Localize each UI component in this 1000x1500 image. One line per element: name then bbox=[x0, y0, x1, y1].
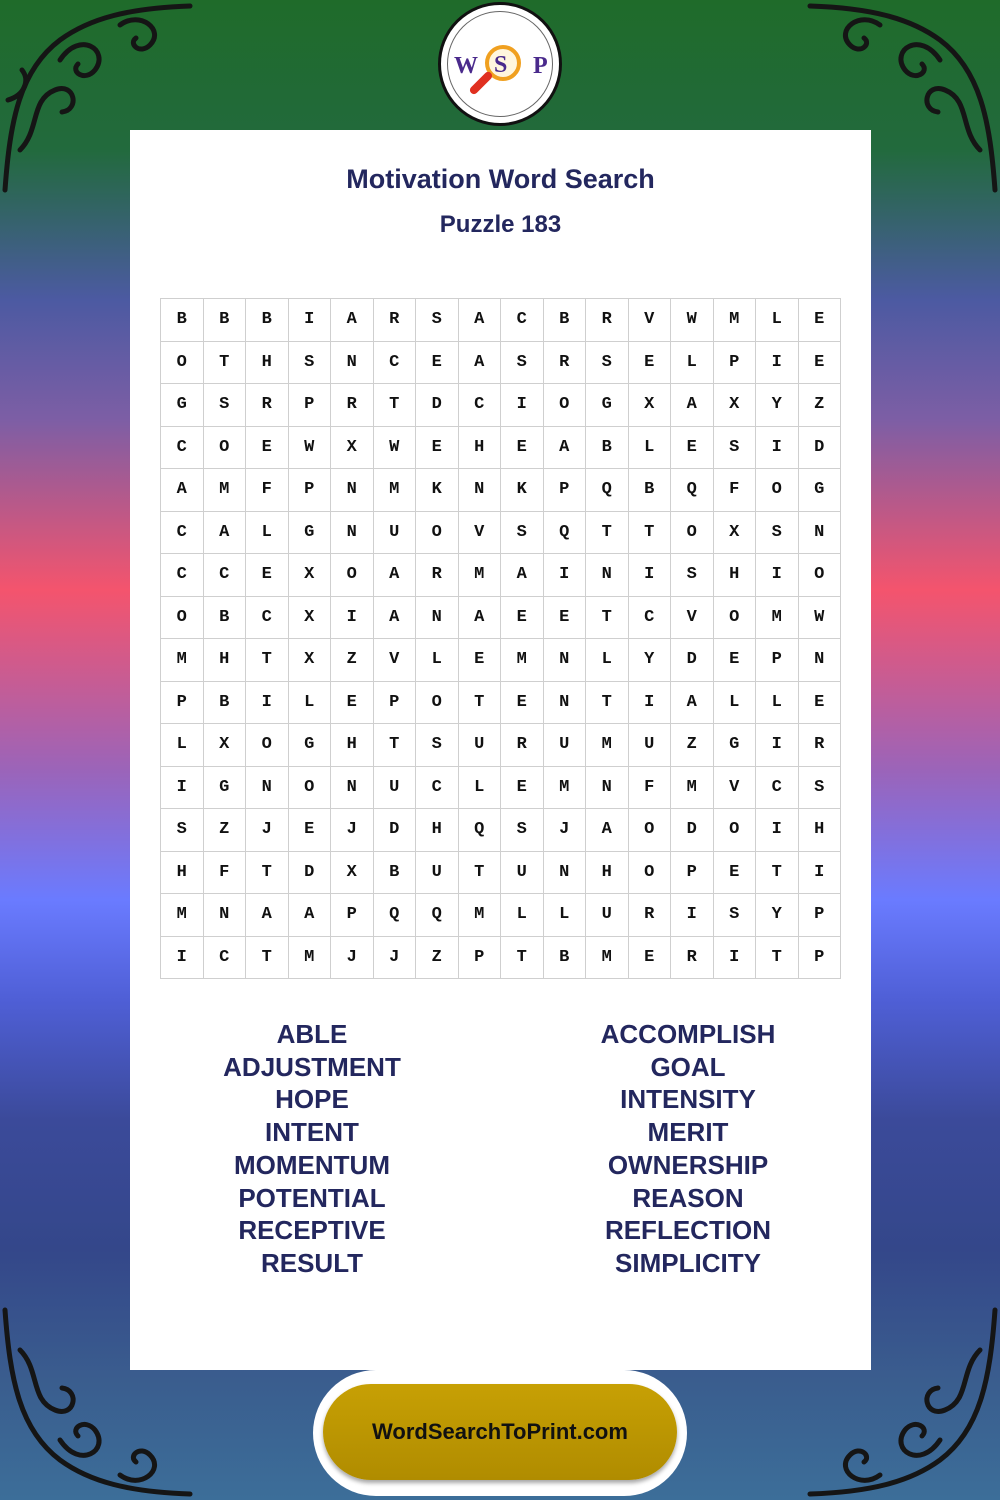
grid-cell[interactable]: E bbox=[416, 427, 459, 470]
grid-cell[interactable]: T bbox=[629, 512, 672, 555]
grid-cell[interactable]: E bbox=[289, 809, 332, 852]
grid-cell[interactable]: N bbox=[544, 639, 587, 682]
grid-cell[interactable]: P bbox=[799, 894, 842, 937]
grid-cell[interactable]: N bbox=[331, 512, 374, 555]
word-list-item: REASON bbox=[632, 1182, 744, 1213]
grid-cell[interactable]: Q bbox=[459, 809, 502, 852]
grid-cell[interactable]: D bbox=[374, 809, 417, 852]
grid-cell[interactable]: D bbox=[416, 384, 459, 427]
grid-cell[interactable]: T bbox=[246, 937, 289, 980]
grid-cell[interactable]: S bbox=[501, 512, 544, 555]
grid-cell[interactable]: C bbox=[246, 597, 289, 640]
word-list-item: SIMPLICITY bbox=[615, 1247, 761, 1278]
grid-cell[interactable]: U bbox=[586, 894, 629, 937]
grid-cell[interactable]: J bbox=[544, 809, 587, 852]
word-list-item: HOPE bbox=[275, 1084, 349, 1115]
grid-cell[interactable]: P bbox=[799, 937, 842, 980]
word-list-left bbox=[162, 1018, 462, 1280]
grid-cell[interactable]: L bbox=[586, 639, 629, 682]
grid-cell[interactable]: X bbox=[331, 852, 374, 895]
grid-cell[interactable]: N bbox=[331, 469, 374, 512]
grid-cell[interactable]: P bbox=[714, 342, 757, 385]
grid-cell[interactable]: A bbox=[459, 342, 502, 385]
grid-cell[interactable]: X bbox=[714, 384, 757, 427]
grid-cell[interactable]: E bbox=[799, 342, 842, 385]
grid-cell[interactable]: B bbox=[204, 597, 247, 640]
grid-cell[interactable]: V bbox=[671, 597, 714, 640]
grid-cell[interactable]: P bbox=[671, 852, 714, 895]
word-list-item: MOMENTUM bbox=[234, 1149, 390, 1180]
grid-cell[interactable]: P bbox=[756, 639, 799, 682]
grid-cell[interactable]: N bbox=[246, 767, 289, 810]
grid-cell[interactable]: E bbox=[459, 639, 502, 682]
word-list-item: ADJUSTMENT bbox=[223, 1051, 401, 1082]
word-list-item: ABLE bbox=[276, 1019, 348, 1049]
grid-cell[interactable]: L bbox=[756, 299, 799, 342]
grid-cell[interactable]: T bbox=[756, 852, 799, 895]
grid-cell[interactable]: C bbox=[161, 427, 204, 470]
grid-cell[interactable]: S bbox=[671, 554, 714, 597]
grid-cell[interactable]: X bbox=[204, 724, 247, 767]
grid-cell[interactable]: M bbox=[714, 299, 757, 342]
grid-cell[interactable]: M bbox=[161, 639, 204, 682]
grid-cell[interactable]: A bbox=[459, 299, 502, 342]
grid-cell[interactable]: O bbox=[714, 809, 757, 852]
grid-cell[interactable]: N bbox=[799, 512, 842, 555]
grid-cell[interactable]: E bbox=[629, 937, 672, 980]
grid-cell[interactable]: Z bbox=[204, 809, 247, 852]
grid-cell[interactable]: B bbox=[204, 682, 247, 725]
grid-cell[interactable]: N bbox=[586, 767, 629, 810]
grid-cell[interactable]: G bbox=[289, 724, 332, 767]
grid-cell[interactable]: J bbox=[331, 937, 374, 980]
grid-cell[interactable]: I bbox=[161, 937, 204, 980]
grid-cell[interactable]: O bbox=[161, 342, 204, 385]
grid-cell[interactable]: O bbox=[544, 384, 587, 427]
grid-cell[interactable]: A bbox=[671, 384, 714, 427]
grid-cell[interactable]: H bbox=[246, 342, 289, 385]
grid-cell[interactable]: R bbox=[671, 937, 714, 980]
grid-cell[interactable]: M bbox=[459, 554, 502, 597]
grid-cell[interactable]: P bbox=[289, 384, 332, 427]
grid-cell[interactable]: U bbox=[501, 852, 544, 895]
word-list-item: INTENSITY bbox=[620, 1084, 756, 1115]
grid-cell[interactable]: A bbox=[331, 299, 374, 342]
grid-cell[interactable]: S bbox=[714, 894, 757, 937]
grid-cell[interactable]: I bbox=[671, 894, 714, 937]
grid-cell[interactable]: X bbox=[629, 384, 672, 427]
grid-cell[interactable]: H bbox=[714, 554, 757, 597]
logo-letter-w: W bbox=[454, 53, 478, 79]
grid-cell[interactable]: T bbox=[374, 724, 417, 767]
logo-letter-p: P bbox=[533, 53, 548, 79]
grid-cell[interactable]: E bbox=[799, 682, 842, 725]
word-list-item: ACCOMPLISH bbox=[600, 1019, 776, 1049]
grid-cell[interactable]: O bbox=[416, 512, 459, 555]
grid-cell[interactable]: O bbox=[756, 469, 799, 512]
grid-cell[interactable]: X bbox=[289, 554, 332, 597]
grid-cell[interactable]: R bbox=[246, 384, 289, 427]
grid-cell[interactable]: A bbox=[544, 427, 587, 470]
grid-cell[interactable]: A bbox=[459, 597, 502, 640]
grid-cell[interactable]: M bbox=[161, 894, 204, 937]
grid-cell[interactable]: B bbox=[374, 852, 417, 895]
grid-cell[interactable]: O bbox=[289, 767, 332, 810]
grid-cell[interactable]: G bbox=[714, 724, 757, 767]
grid-cell[interactable]: M bbox=[501, 639, 544, 682]
logo-letter-s: S bbox=[494, 52, 508, 78]
grid-cell[interactable]: E bbox=[501, 597, 544, 640]
grid-cell[interactable]: L bbox=[459, 767, 502, 810]
grid-cell[interactable]: O bbox=[671, 512, 714, 555]
grid-cell[interactable]: B bbox=[629, 469, 672, 512]
grid-cell[interactable]: B bbox=[544, 937, 587, 980]
grid-cell[interactable]: F bbox=[246, 469, 289, 512]
word-list-item: POTENTIAL bbox=[238, 1182, 386, 1213]
grid-cell[interactable]: S bbox=[416, 299, 459, 342]
grid-cell[interactable]: A bbox=[289, 894, 332, 937]
grid-cell[interactable]: I bbox=[799, 852, 842, 895]
grid-cell[interactable]: I bbox=[756, 554, 799, 597]
grid-cell[interactable]: T bbox=[246, 639, 289, 682]
grid-cell[interactable]: B bbox=[246, 299, 289, 342]
grid-cell[interactable]: W bbox=[374, 427, 417, 470]
grid-cell[interactable]: W bbox=[289, 427, 332, 470]
grid-cell[interactable]: N bbox=[459, 469, 502, 512]
grid-cell[interactable]: I bbox=[289, 299, 332, 342]
grid-cell[interactable]: I bbox=[756, 427, 799, 470]
grid-cell[interactable]: M bbox=[756, 597, 799, 640]
grid-cell[interactable]: M bbox=[374, 469, 417, 512]
grid-cell[interactable]: E bbox=[416, 342, 459, 385]
grid-cell[interactable]: L bbox=[714, 682, 757, 725]
grid-cell[interactable]: C bbox=[501, 299, 544, 342]
grid-cell[interactable]: L bbox=[629, 427, 672, 470]
grid-cell[interactable]: R bbox=[501, 724, 544, 767]
grid-cell[interactable]: T bbox=[756, 937, 799, 980]
grid-cell[interactable]: J bbox=[374, 937, 417, 980]
grid-cell[interactable]: M bbox=[671, 767, 714, 810]
grid-cell[interactable]: O bbox=[246, 724, 289, 767]
grid-cell[interactable]: E bbox=[629, 342, 672, 385]
grid-cell[interactable]: S bbox=[714, 427, 757, 470]
grid-cell[interactable]: R bbox=[374, 299, 417, 342]
grid-cell[interactable]: I bbox=[246, 682, 289, 725]
grid-cell[interactable]: W bbox=[671, 299, 714, 342]
grid-cell[interactable]: N bbox=[331, 767, 374, 810]
grid-cell[interactable]: C bbox=[756, 767, 799, 810]
puzzle-number: Puzzle 183 bbox=[439, 211, 562, 238]
grid-cell[interactable]: E bbox=[246, 427, 289, 470]
grid-cell[interactable]: Q bbox=[374, 894, 417, 937]
word-list-item: INTENT bbox=[265, 1117, 359, 1148]
grid-cell[interactable]: U bbox=[544, 724, 587, 767]
grid-cell[interactable]: H bbox=[416, 809, 459, 852]
grid-cell[interactable]: X bbox=[289, 597, 332, 640]
grid-cell[interactable]: R bbox=[416, 554, 459, 597]
grid-cell[interactable]: F bbox=[204, 852, 247, 895]
grid-cell[interactable]: Y bbox=[629, 639, 672, 682]
grid-cell[interactable]: Q bbox=[416, 894, 459, 937]
grid-cell[interactable]: R bbox=[331, 384, 374, 427]
grid-cell[interactable]: C bbox=[204, 554, 247, 597]
grid-cell[interactable]: M bbox=[544, 767, 587, 810]
grid-cell[interactable]: G bbox=[204, 767, 247, 810]
grid-cell[interactable]: Z bbox=[799, 384, 842, 427]
grid-cell[interactable]: C bbox=[161, 554, 204, 597]
grid-cell[interactable]: L bbox=[501, 894, 544, 937]
grid-cell[interactable]: I bbox=[544, 554, 587, 597]
grid-cell[interactable]: S bbox=[416, 724, 459, 767]
grid-cell[interactable]: O bbox=[714, 597, 757, 640]
grid-cell[interactable]: S bbox=[289, 342, 332, 385]
site-link-button[interactable]: WordSearchToPrint.com bbox=[323, 1384, 677, 1480]
grid-cell[interactable]: P bbox=[331, 894, 374, 937]
grid-cell[interactable]: L bbox=[756, 682, 799, 725]
grid-cell[interactable]: O bbox=[799, 554, 842, 597]
grid-cell[interactable]: I bbox=[331, 597, 374, 640]
grid-cell[interactable]: E bbox=[714, 639, 757, 682]
grid-cell[interactable]: E bbox=[501, 682, 544, 725]
grid-cell[interactable]: T bbox=[586, 682, 629, 725]
grid-cell[interactable]: Q bbox=[671, 469, 714, 512]
grid-cell[interactable]: U bbox=[374, 512, 417, 555]
grid-cell[interactable]: D bbox=[671, 809, 714, 852]
grid-cell[interactable]: S bbox=[204, 384, 247, 427]
grid-cell[interactable]: X bbox=[714, 512, 757, 555]
grid-cell[interactable]: B bbox=[586, 427, 629, 470]
grid-cell[interactable]: R bbox=[544, 342, 587, 385]
grid-cell[interactable]: H bbox=[799, 809, 842, 852]
grid-cell[interactable]: N bbox=[204, 894, 247, 937]
grid-cell[interactable]: C bbox=[459, 384, 502, 427]
grid-cell[interactable]: H bbox=[586, 852, 629, 895]
grid-cell[interactable]: A bbox=[374, 554, 417, 597]
grid-cell[interactable]: A bbox=[204, 512, 247, 555]
grid-cell[interactable]: O bbox=[204, 427, 247, 470]
grid-cell[interactable]: R bbox=[799, 724, 842, 767]
grid-cell[interactable]: L bbox=[416, 639, 459, 682]
grid-cell[interactable]: N bbox=[544, 852, 587, 895]
grid-cell[interactable]: N bbox=[544, 682, 587, 725]
grid-cell[interactable]: R bbox=[586, 299, 629, 342]
grid-cell[interactable]: O bbox=[416, 682, 459, 725]
grid-cell[interactable]: A bbox=[671, 682, 714, 725]
grid-cell[interactable]: E bbox=[671, 427, 714, 470]
grid-cell[interactable]: A bbox=[501, 554, 544, 597]
grid-cell[interactable]: I bbox=[756, 809, 799, 852]
grid-cell[interactable]: Y bbox=[756, 894, 799, 937]
grid-cell[interactable]: J bbox=[331, 809, 374, 852]
grid-cell[interactable]: T bbox=[374, 384, 417, 427]
grid-cell[interactable]: P bbox=[374, 682, 417, 725]
grid-cell[interactable]: D bbox=[799, 427, 842, 470]
letter-grid bbox=[160, 298, 841, 979]
word-list-item: RESULT bbox=[260, 1247, 364, 1278]
word-list-item: OWNERSHIP bbox=[607, 1149, 769, 1180]
grid-cell[interactable]: G bbox=[289, 512, 332, 555]
grid-cell[interactable]: E bbox=[799, 299, 842, 342]
grid-cell[interactable]: G bbox=[161, 384, 204, 427]
grid-cell[interactable]: N bbox=[331, 342, 374, 385]
grid-cell[interactable]: O bbox=[629, 809, 672, 852]
grid-cell[interactable]: H bbox=[331, 724, 374, 767]
grid-cell[interactable]: S bbox=[799, 767, 842, 810]
grid-cell[interactable]: A bbox=[374, 597, 417, 640]
grid-cell[interactable]: T bbox=[501, 937, 544, 980]
grid-cell[interactable]: L bbox=[289, 682, 332, 725]
grid-cell[interactable]: R bbox=[629, 894, 672, 937]
grid-cell[interactable]: N bbox=[799, 639, 842, 682]
grid-cell[interactable]: G bbox=[586, 384, 629, 427]
grid-cell[interactable]: C bbox=[416, 767, 459, 810]
grid-cell[interactable]: F bbox=[714, 469, 757, 512]
grid-cell[interactable]: V bbox=[714, 767, 757, 810]
grid-cell[interactable]: S bbox=[501, 342, 544, 385]
grid-cell[interactable]: N bbox=[586, 554, 629, 597]
grid-cell[interactable]: I bbox=[756, 342, 799, 385]
grid-cell[interactable]: T bbox=[246, 852, 289, 895]
grid-cell[interactable]: L bbox=[246, 512, 289, 555]
grid-cell[interactable]: E bbox=[331, 682, 374, 725]
grid-cell[interactable]: I bbox=[756, 724, 799, 767]
grid-cell[interactable]: H bbox=[459, 427, 502, 470]
grid-cell[interactable]: Y bbox=[756, 384, 799, 427]
grid-cell[interactable]: E bbox=[714, 852, 757, 895]
grid-cell[interactable]: S bbox=[586, 342, 629, 385]
grid-cell[interactable]: X bbox=[331, 427, 374, 470]
grid-cell[interactable]: V bbox=[374, 639, 417, 682]
grid-cell[interactable]: Z bbox=[416, 937, 459, 980]
word-list-right bbox=[538, 1018, 838, 1280]
grid-cell[interactable]: P bbox=[544, 469, 587, 512]
grid-cell[interactable]: A bbox=[161, 469, 204, 512]
grid-cell[interactable]: Q bbox=[586, 469, 629, 512]
grid-cell[interactable]: K bbox=[501, 469, 544, 512]
grid-cell[interactable]: A bbox=[586, 809, 629, 852]
puzzle-card bbox=[130, 130, 871, 1370]
grid-cell[interactable]: C bbox=[161, 512, 204, 555]
site-logo[interactable] bbox=[438, 2, 562, 126]
grid-cell[interactable]: F bbox=[629, 767, 672, 810]
grid-cell[interactable]: L bbox=[544, 894, 587, 937]
grid-cell[interactable]: P bbox=[161, 682, 204, 725]
grid-cell[interactable]: W bbox=[799, 597, 842, 640]
grid-cell[interactable]: D bbox=[289, 852, 332, 895]
footer-pill bbox=[313, 1370, 687, 1496]
grid-cell[interactable]: B bbox=[204, 299, 247, 342]
grid-cell[interactable]: T bbox=[586, 512, 629, 555]
grid-cell[interactable]: H bbox=[204, 639, 247, 682]
grid-cell[interactable]: M bbox=[289, 937, 332, 980]
grid-cell[interactable]: Z bbox=[671, 724, 714, 767]
grid-cell[interactable]: T bbox=[204, 342, 247, 385]
grid-cell[interactable]: V bbox=[459, 512, 502, 555]
grid-cell[interactable]: C bbox=[629, 597, 672, 640]
grid-cell[interactable]: M bbox=[459, 894, 502, 937]
grid-cell[interactable]: D bbox=[671, 639, 714, 682]
grid-cell[interactable]: O bbox=[629, 852, 672, 895]
word-list-item: GOAL bbox=[650, 1051, 726, 1082]
grid-cell[interactable]: K bbox=[416, 469, 459, 512]
word-list-item: MERIT bbox=[647, 1117, 729, 1148]
grid-cell[interactable]: E bbox=[544, 597, 587, 640]
grid-cell[interactable]: O bbox=[161, 597, 204, 640]
grid-cell[interactable]: T bbox=[459, 682, 502, 725]
grid-cell[interactable]: E bbox=[501, 767, 544, 810]
grid-cell[interactable]: S bbox=[161, 809, 204, 852]
grid-cell[interactable]: U bbox=[459, 724, 502, 767]
grid-cell[interactable]: A bbox=[246, 894, 289, 937]
grid-cell[interactable]: J bbox=[246, 809, 289, 852]
grid-cell[interactable]: C bbox=[204, 937, 247, 980]
grid-cell[interactable]: T bbox=[586, 597, 629, 640]
grid-cell[interactable]: T bbox=[459, 852, 502, 895]
grid-cell[interactable]: X bbox=[289, 639, 332, 682]
grid-cell[interactable]: M bbox=[204, 469, 247, 512]
grid-cell[interactable]: H bbox=[161, 852, 204, 895]
grid-cell[interactable]: U bbox=[416, 852, 459, 895]
grid-cell[interactable]: Q bbox=[544, 512, 587, 555]
grid-cell[interactable]: C bbox=[374, 342, 417, 385]
grid-cell[interactable]: S bbox=[501, 809, 544, 852]
grid-cell[interactable]: L bbox=[671, 342, 714, 385]
grid-cell[interactable]: U bbox=[629, 724, 672, 767]
grid-cell[interactable]: I bbox=[714, 937, 757, 980]
grid-cell[interactable]: B bbox=[161, 299, 204, 342]
grid-cell[interactable]: I bbox=[501, 384, 544, 427]
grid-cell[interactable]: E bbox=[501, 427, 544, 470]
grid-cell[interactable]: B bbox=[544, 299, 587, 342]
grid-cell[interactable]: S bbox=[756, 512, 799, 555]
grid-cell[interactable]: V bbox=[629, 299, 672, 342]
page-title: Motivation Word Search bbox=[346, 164, 655, 194]
grid-cell[interactable]: M bbox=[586, 937, 629, 980]
grid-cell[interactable]: L bbox=[161, 724, 204, 767]
grid-cell[interactable]: U bbox=[374, 767, 417, 810]
grid-cell[interactable]: Z bbox=[331, 639, 374, 682]
grid-cell[interactable]: P bbox=[459, 937, 502, 980]
grid-cell[interactable]: O bbox=[331, 554, 374, 597]
grid-cell[interactable]: E bbox=[246, 554, 289, 597]
word-list-item: REFLECTION bbox=[604, 1215, 772, 1246]
grid-cell[interactable]: N bbox=[416, 597, 459, 640]
grid-cell[interactable]: M bbox=[586, 724, 629, 767]
grid-cell[interactable]: I bbox=[161, 767, 204, 810]
grid-cell[interactable]: I bbox=[629, 554, 672, 597]
grid-cell[interactable]: I bbox=[629, 682, 672, 725]
grid-cell[interactable]: P bbox=[289, 469, 332, 512]
word-list-item: RECEPTIVE bbox=[238, 1215, 386, 1246]
grid-cell[interactable]: G bbox=[799, 469, 842, 512]
